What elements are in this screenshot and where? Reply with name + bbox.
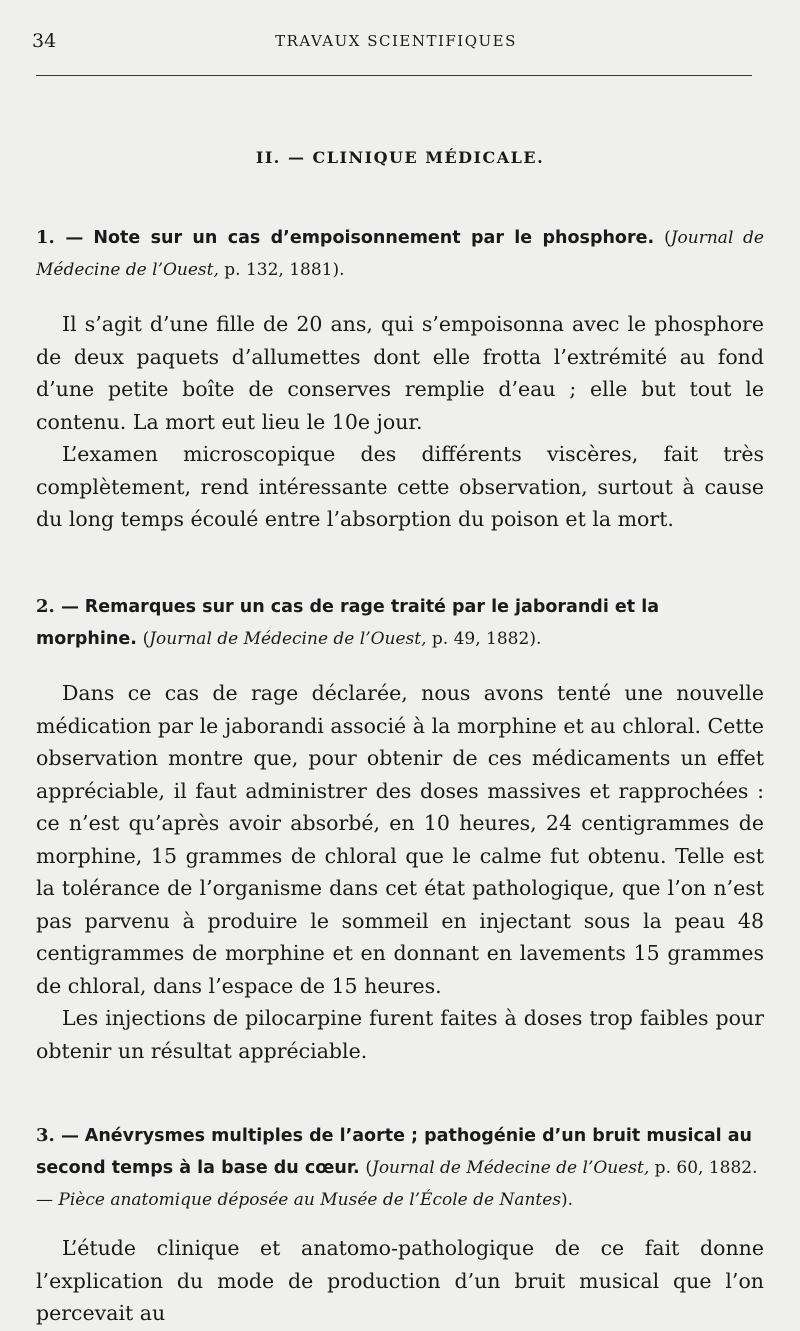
entry-title: Anévrysmes multiples de l’aorte ; pathogénie d’un bruit musical au second temps à la base du cœur.	[36, 1126, 753, 1178]
entry-2-heading	[36, 591, 764, 655]
running-header	[32, 30, 760, 54]
header-rule	[36, 75, 752, 76]
entry-number: 1. —	[36, 227, 84, 248]
paragraph: L’examen microscopique des différents viscères, fait très complètement, rend intéressante cette observation, surtout à cause du long temps écoulé entre l’absorption du poison et la mort.	[36, 442, 764, 531]
entry-reference: (Journal de Médecine de l’Ouest, p. 49, 1882).	[142, 629, 542, 649]
entry-1-heading	[36, 222, 764, 286]
entry-3-body	[36, 1232, 764, 1330]
entry-1-body	[36, 308, 764, 536]
page-number: 34	[32, 30, 57, 52]
paragraph: Il s’agit d’une fille de 20 ans, qui s’empoisonna avec le phosphore de deux paquets d’allumettes dont elle frotta l’extrémité au fond d’une petite boîte de conserves remplie d’eau ; elle but tout le contenu. La mort eut lieu le 10e jour.	[36, 312, 764, 434]
entry-3-heading	[36, 1120, 764, 1216]
entry-2-body	[36, 677, 764, 1067]
entry-title: Remarques sur un cas de rage traité par le jaborandi et la morphine.	[36, 597, 660, 649]
entry-reference: (Journal de Médecine de l’Ouest, p. 132, 1881).	[36, 228, 764, 280]
paragraph: Les injections de pilocarpine furent faites à doses trop faibles pour obtenir un résultat appréciable.	[36, 1006, 764, 1063]
entry-number: 3. —	[36, 1125, 80, 1146]
running-title: TRAVAUX SCIENTIFIQUES	[275, 32, 517, 50]
section-title: II. — CLINIQUE MÉDICALE.	[255, 148, 545, 167]
paragraph: Dans ce cas de rage déclarée, nous avons tenté une nouvelle médication par le jaborandi associé à la morphine et au chloral. Cette observation montre que, pour obtenir de ces médicaments un effet appréciable, il faut administrer des doses massives et rapprochées : ce n’est qu’après avoir absorbé, en 10 heures, 24 centigrammes de morphine, 15 grammes de chloral que le calme fut obtenu. Telle est la tolérance de l’organisme dans cet état pathologique, que l’on n’est pas parvenu à produire le sommeil en injectant sous la peau 48 centigrammes de morphine et en donnant en lavements 15 grammes de chloral, dans l’espace de 15 heures.	[36, 681, 764, 998]
entry-reference: (Journal de Médecine de l’Ouest, p. 60, 1882. — Pièce anatomique déposée au Musée de l’École de Nantes).	[36, 1158, 758, 1210]
entry-title: Note sur un cas d’empoisonnement par le phosphore.	[93, 228, 655, 248]
paragraph: L’étude clinique et anatomo-pathologique de ce fait donne l’explication du mode de production d’un bruit musical que l’on percevait au	[36, 1236, 764, 1325]
entry-number: 2. —	[36, 596, 80, 617]
